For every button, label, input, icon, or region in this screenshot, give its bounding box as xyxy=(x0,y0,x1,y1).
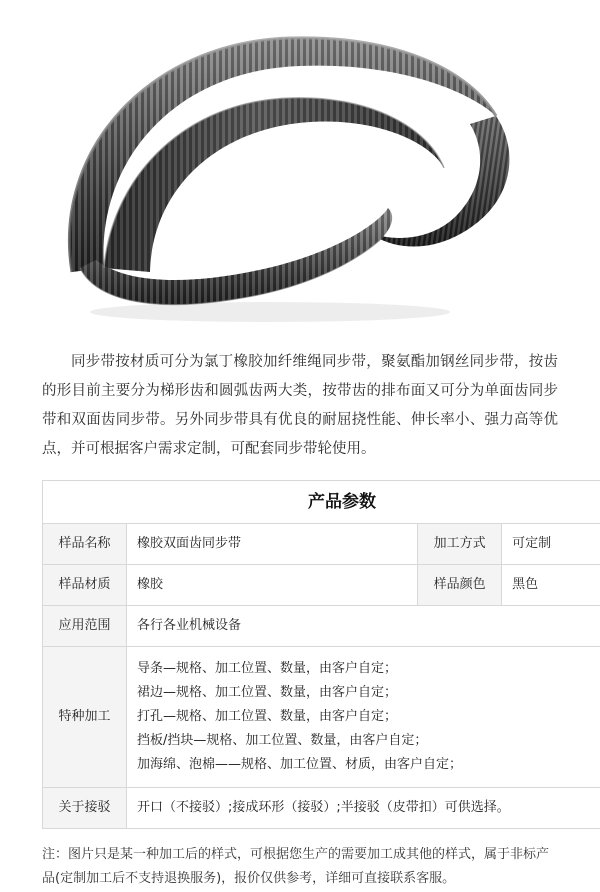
label-process-method: 加工方式 xyxy=(418,524,502,565)
table-row xyxy=(43,524,600,565)
value-joint-option: 开口（不接驳）;接成环形（接驳）;半接驳（皮带扣）可供选择。 xyxy=(127,788,600,829)
table-row xyxy=(43,647,600,788)
value-sample-name: 橡胶双面齿同步带 xyxy=(127,524,418,565)
table-row xyxy=(43,788,600,829)
product-photo xyxy=(0,0,600,330)
list-item: 加海绵、泡棉——规格、加工位置、材质，由客户自定； xyxy=(137,757,463,772)
label-special-processing: 特种加工 xyxy=(43,647,127,788)
table-row xyxy=(43,606,600,647)
intro-paragraph: 同步带按材质可分为氯丁橡胶加纤维绳同步带，聚氨酯加钢丝同步带，按齿的形目前主要分为梯形齿和圆弧齿两大类，按带齿的排布面又可分为单面齿同步带和双面齿同步带。另外同步带具有优良的耐屈挠性能、伸长率小、强力高等优点，并可根据客户需求定制，可配套同步带轮使用。 xyxy=(42,354,558,457)
value-sample-material: 橡胶 xyxy=(127,565,418,606)
label-joint-option: 关于接驳 xyxy=(43,788,127,829)
special-processing-list xyxy=(137,657,600,777)
label-application-scope: 应用范围 xyxy=(43,606,127,647)
value-process-method: 可定制 xyxy=(502,524,600,565)
watermark-text: EVERLA擎川 xyxy=(217,185,383,212)
value-sample-color: 黑色 xyxy=(502,565,600,606)
list-item: 挡板/挡块—规格、加工位置、数量，由客户自定； xyxy=(137,733,428,748)
value-special-processing xyxy=(127,647,600,788)
label-sample-color: 样品颜色 xyxy=(418,565,502,606)
table-row-title xyxy=(43,481,600,524)
list-item: 导条—规格、加工位置、数量，由客户自定； xyxy=(137,661,398,676)
label-sample-name: 样品名称 xyxy=(43,524,127,565)
value-application-scope: 各行各业机械设备 xyxy=(127,606,600,647)
table-row xyxy=(43,565,600,606)
label-sample-material: 样品材质 xyxy=(43,565,127,606)
footer-note: 注：图片只是某一种加工后的样式，可根据您生产的需要加工成其他的样式，属于非标产品(定制加工后不支持退换服务)，报价仅供参考，详细可直接联系客服。 xyxy=(42,847,550,886)
spec-table-title: 产品参数 xyxy=(43,481,600,524)
product-spec-table xyxy=(42,480,600,829)
list-item: 裙边—规格、加工位置、数量，由客户自定； xyxy=(137,685,398,700)
timing-belt-illustration xyxy=(0,0,600,330)
list-item: 打孔—规格、加工位置、数量，由客户自定； xyxy=(137,709,398,724)
